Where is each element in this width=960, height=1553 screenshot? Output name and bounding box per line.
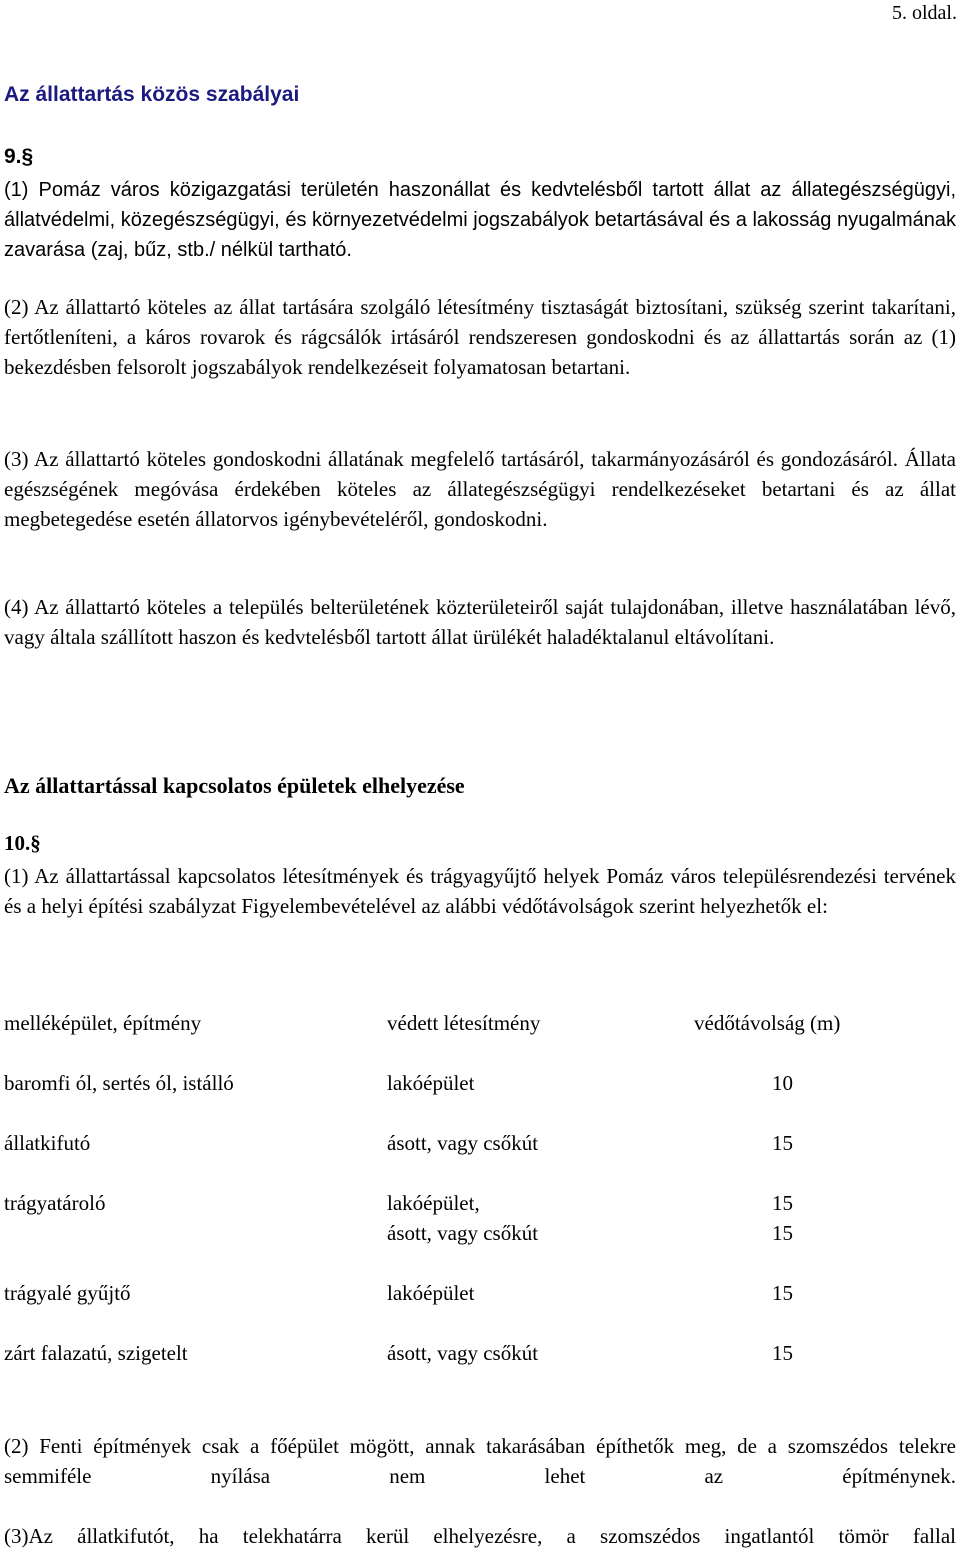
table-row — [4, 1341, 956, 1371]
table-cell-building: baromfi ól, sertés ól, istálló — [4, 1071, 234, 1095]
section-9-number: 9.§ — [4, 145, 34, 168]
section-10-paragraph-2: (2) Fenti építmények csak a főépület mögött, annak takarásában építhetők meg, de a szomszédos telekre semmiféle nyílása nem lehet az építménynek. — [4, 1434, 956, 1488]
table-cell-protected: lakóépület — [387, 1071, 475, 1095]
table-cell-building: trágyalé gyűjtő — [4, 1281, 131, 1305]
page-number: 5. oldal. — [892, 2, 957, 24]
table-header-building: melléképület, építmény — [4, 1011, 202, 1035]
table-cell-distance: 15 — [772, 1221, 793, 1245]
table-cell-building: zárt falazatú, szigetelt — [4, 1341, 188, 1365]
table-row — [4, 1131, 956, 1161]
section-heading-buildings: Az állattartással kapcsolatos épületek elhelyezése — [4, 773, 465, 798]
section-10-paragraph-1: (1) Az állattartással kapcsolatos létesítmények és trágyagyűjtő helyek Pomáz város településrendezési tervének és a helyi építési szabályzat Figyelembevételével az alábbi védőtávolságok szerint helyezhetők el: — [4, 864, 956, 918]
table-row — [4, 1281, 956, 1311]
table-cell-protected: ásott, vagy csőkút — [387, 1221, 539, 1245]
table-cell-distance: 15 — [772, 1281, 793, 1305]
section-9-paragraph-1: (1) Pomáz város közigazgatási területén haszonállat és kedvtelésből tartott állat az állategészségügyi, állatvédelmi, közegészségügyi, és környezetvédelmi jogszabályok betartásával és a lakosság nyugalmának zavarása (zaj, bűz, stb./ nélkül tartható. — [4, 179, 956, 261]
table-row — [4, 1071, 956, 1101]
table-row — [4, 1191, 956, 1221]
table-cell-distance: 15 — [772, 1131, 793, 1155]
section-9-paragraph-2: (2) Az állattartó köteles az állat tartására szolgáló létesítmény tisztaságát biztosítani, szükség szerint takarítani, fertőtleníteni, a káros rovarok és rágcsálók irtásáról rendszeresen gondoskodni és az állattartás során az (1) bekezdésben felsorolt jogszabályok rendelkezéseit folyamatosan betartani. — [4, 295, 956, 379]
table-cell-building: trágyatároló — [4, 1191, 106, 1215]
section-10-paragraph-3: (3)Az állatkifutót, ha telekhatárra kerül elhelyezésre, a szomszédos ingatlantól tömör fallal — [4, 1524, 956, 1548]
section-10-number: 10.§ — [4, 831, 41, 855]
table-cell-building: állatkifutó — [4, 1131, 91, 1155]
table-row — [4, 1221, 956, 1251]
table-cell-distance: 15 — [772, 1191, 793, 1215]
table-cell-protected: ásott, vagy csőkút — [387, 1341, 539, 1365]
section-9-paragraph-4: (4) Az állattartó köteles a település belterületének közterületeiről saját tulajdonában, illetve használatában lévő, vagy általa szállított haszon és kedvtelésből tartott állat ürülékét haladéktalanul eltávolítani. — [4, 595, 956, 649]
table-cell-distance: 15 — [772, 1341, 793, 1365]
table-header-protected: védett létesítmény — [387, 1011, 541, 1035]
table-cell-distance: 10 — [772, 1071, 793, 1095]
section-heading-common-rules: Az állattartás közös szabályai — [4, 83, 300, 106]
table-header-distance: védőtávolság (m) — [694, 1011, 841, 1035]
table-cell-protected: lakóépület, — [387, 1191, 480, 1215]
section-9-paragraph-3: (3) Az állattartó köteles gondoskodni állatának megfelelő tartásáról, takarmányozásáról és gondozásáról. Állata egészségének megóvása érdekében köteles az állategészségügyi rendelkezéseket betartani és az állat megbetegedése esetén állatorvos igénybevételéről, gondoskodni. — [4, 447, 956, 531]
table-cell-protected: ásott, vagy csőkút — [387, 1131, 539, 1155]
table-header-row — [4, 1011, 956, 1041]
table-cell-protected: lakóépület — [387, 1281, 475, 1305]
